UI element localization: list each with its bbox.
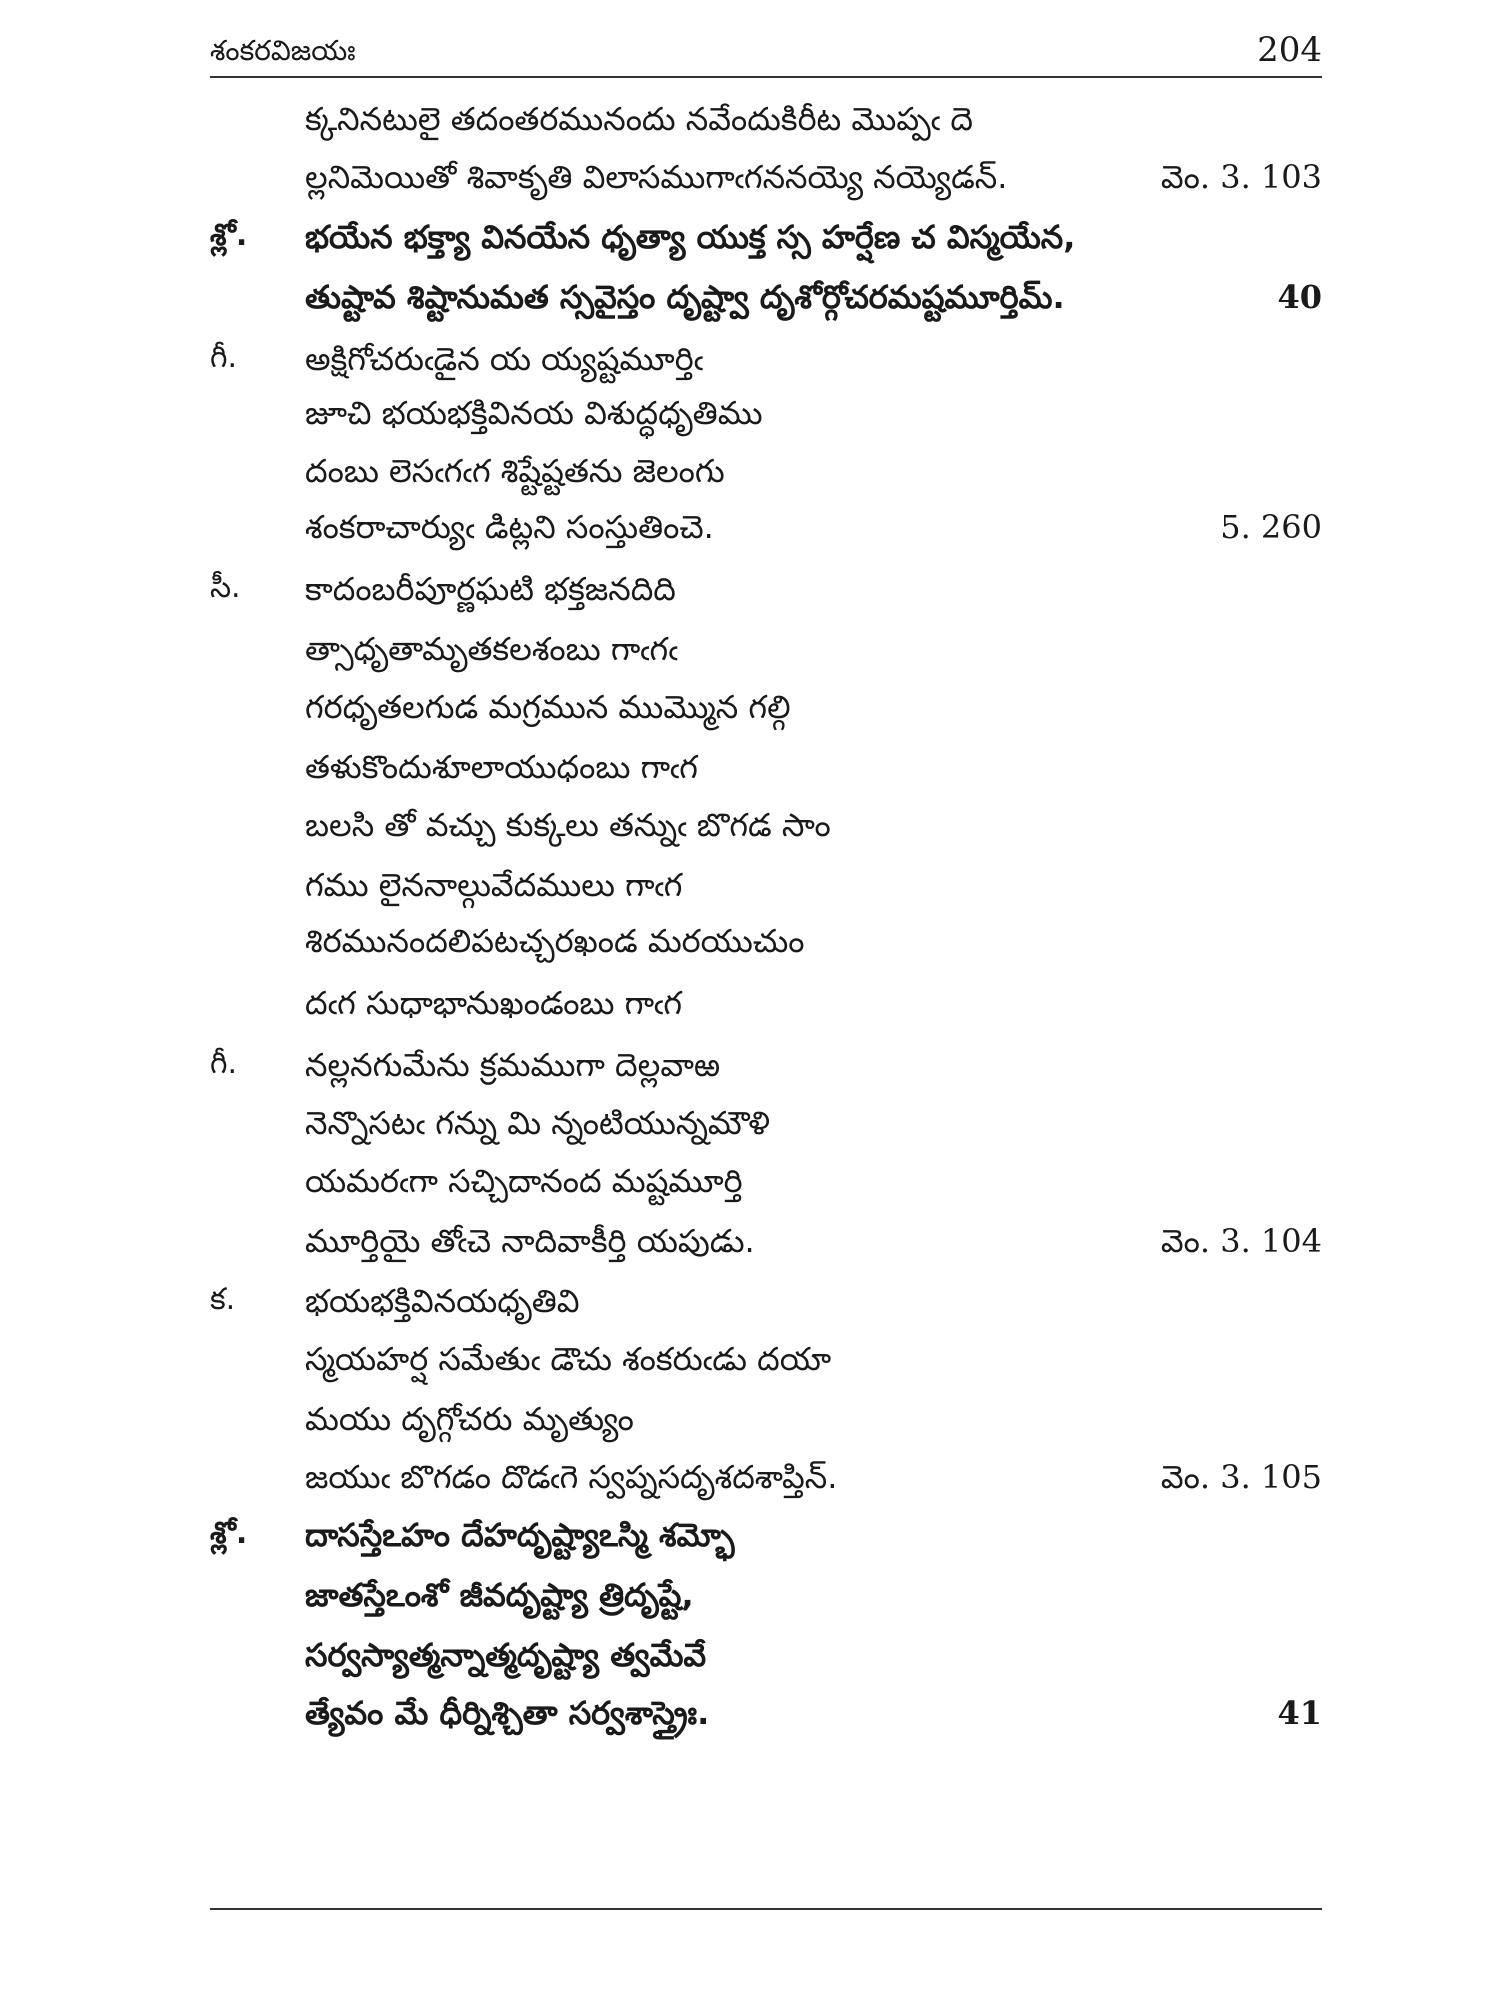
verse-line [0, 1694, 1500, 1754]
verse-line [0, 922, 1500, 982]
verse-text: జయుఁ బొగడం దొడఁగె స్వప్నసదృశదశాప్తిన్. [305, 1458, 838, 1496]
verse-text: నల్లనగుమేను క్రమముగా దెల్లవాఱ [305, 1046, 721, 1084]
verse-line [0, 1636, 1500, 1696]
verse-text: దాసస్తేఽహం దేహదృష్ట్యాఽస్మి శమ్భో [305, 1516, 735, 1554]
verse-reference: వెం. 3. 105 [1160, 1458, 1322, 1496]
verse-text: ల్లనిమెయితో శివాకృతి విలాసముగాఁగననయ్యె నయ్యెడన్. [305, 158, 1008, 196]
verse-text: తళుకొందుశూలాయుధంబు గాఁగ [305, 748, 698, 786]
verse-line [0, 1162, 1500, 1222]
verse-line [0, 1282, 1500, 1342]
verse-text: కాదంబరీపూర్ణఘటి భక్తజనదిది [305, 570, 676, 608]
verse-marker: గీ. [210, 340, 238, 375]
verse-text: యమరఁగా సచ్చిదానంద మష్టమూర్తి [305, 1162, 743, 1200]
verse-text: జూచి భయభక్తివినయ విశుద్ధధృతిము [305, 394, 763, 432]
verse-marker: శ్లో. [210, 218, 248, 253]
verse-text: దఁగ సుధాభానుఖండంబు గాఁగ [305, 984, 682, 1022]
verse-line [0, 394, 1500, 454]
verse-reference: 5. 260 [1220, 508, 1322, 546]
footer-rule [210, 1908, 1322, 1910]
verse-text: భయేన భక్త్యా వినయేన ధృత్యా యుక్త స్స హర్షేణ చ విస్మయేన, [305, 218, 1076, 256]
verse-line [0, 1576, 1500, 1636]
verse-line [0, 508, 1500, 568]
verse-marker: శ్లో. [210, 1516, 248, 1551]
verse-text: శిరమునందలిపటచ్చరఖండ మరయుచుం [305, 922, 805, 960]
verse-line [0, 570, 1500, 630]
verse-text: అక్షిగోచరుఁడైన య య్యష్టమూర్తిఁ [305, 340, 704, 378]
verse-line [0, 630, 1500, 690]
verse-text: త్సాధృతామృతకలశంబు గాఁగఁ [305, 630, 678, 668]
verse-text: గరధృతలగుడ మగ్రమున ముమ్మొన గల్గి [305, 688, 791, 726]
verse-line [0, 866, 1500, 926]
verse-line [0, 1104, 1500, 1164]
verse-line [0, 278, 1500, 338]
verse-line [0, 218, 1500, 278]
page-number: 204 [1257, 30, 1322, 70]
verse-line [0, 688, 1500, 748]
verse-line [0, 984, 1500, 1044]
verse-text: నెన్నొసటఁ గన్ను మి న్నంటియున్నమౌళి [305, 1104, 771, 1142]
verse-line [0, 1222, 1500, 1282]
verse-text: గము లైననాల్గువేదములు గాఁగ [305, 866, 683, 904]
verse-text: సర్వస్యాత్మన్నాత్మదృష్ట్యా త్వమేవే [305, 1636, 707, 1674]
verse-text: మూర్తియై తోఁచె నాదివాకీర్తి యపుడు. [305, 1222, 755, 1260]
verse-line [0, 1458, 1500, 1518]
verse-text: భయభక్తివినయధృతివి [305, 1282, 580, 1320]
verse-line [0, 1400, 1500, 1460]
verse-text: జాతస్తేఽంశో జీవదృష్ట్యా త్రిదృష్టే, [305, 1576, 694, 1614]
verse-line [0, 1046, 1500, 1106]
verse-line [0, 1516, 1500, 1576]
verse-line [0, 806, 1500, 866]
verse-line [0, 1340, 1500, 1400]
verse-line [0, 340, 1500, 400]
verse-line [0, 158, 1500, 218]
verse-line [0, 100, 1500, 160]
verse-text: స్మయహర్ష సమేతుఁ డౌచు శంకరుఁడు దయా [305, 1340, 832, 1378]
verse-text: దంబు లెసఁగఁగ శిష్టేష్టతను జెలంగు [305, 452, 725, 490]
verse-text: మయు దృగ్గోచరు మృత్యుం [305, 1400, 634, 1438]
verse-reference: 41 [1277, 1694, 1322, 1732]
verse-text: క్కనినటులై తదంతరమునందు నవేందుకిరీట మొప్పఁ దె [305, 100, 973, 138]
verse-marker: క. [210, 1282, 236, 1317]
verse-reference: వెం. 3. 104 [1160, 1222, 1322, 1260]
running-title: శంకరవిజయః [210, 34, 356, 67]
verse-reference: 40 [1277, 278, 1322, 316]
verse-text: తుష్టావ శిష్టానుమత స్సవైస్తం దృష్ట్వా దృశోర్గోచరమష్టమూర్తిమ్. [305, 278, 1065, 316]
verse-line [0, 452, 1500, 512]
verse-reference: వెం. 3. 103 [1160, 158, 1322, 196]
verse-line [0, 748, 1500, 808]
verse-text: శంకరాచార్యుఁ డిట్లని సంస్తుతించె. [305, 508, 714, 546]
verse-marker: గీ. [210, 1046, 238, 1081]
verse-marker: సీ. [210, 570, 241, 605]
verse-text: త్యేవం మే ధీర్నిశ్చితా సర్వశాస్త్రైః. [305, 1694, 710, 1732]
verse-text: బలసి తో వచ్చు కుక్కలు తన్నుఁ బొగడ సాం [305, 806, 831, 844]
